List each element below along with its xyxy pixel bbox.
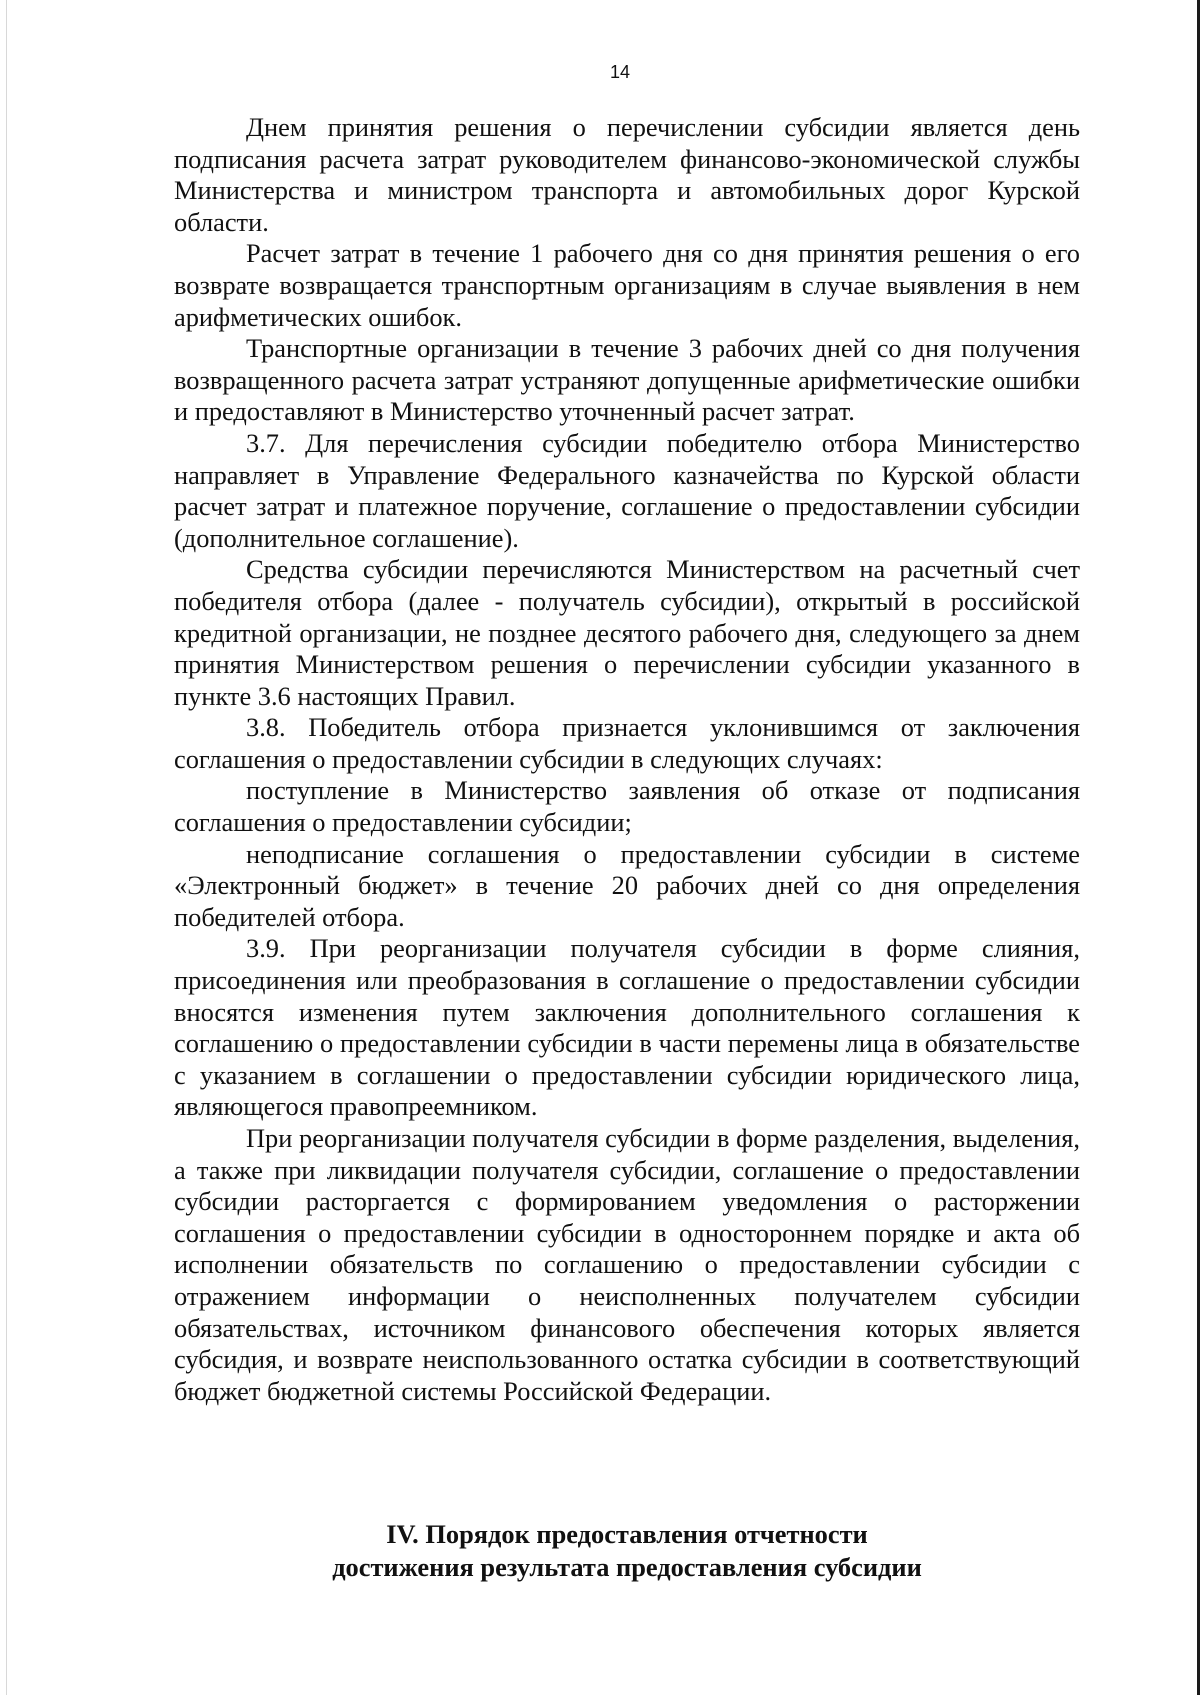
page-number: 14 xyxy=(609,62,631,82)
document-body xyxy=(174,112,1080,1407)
paragraph-clause-3-8: 3.8. Победитель отбора признается уклонившимся от заключения соглашения о предоставлении субсидии в следующих случаях: xyxy=(174,712,1080,774)
paragraph-refusal-statement: поступление в Министерство заявления об отказе от подписания соглашения о предоставлении субсидии; xyxy=(174,775,1080,838)
scan-edge-left xyxy=(6,0,7,1695)
paragraph-clause-3-9: 3.9. При реорганизации получателя субсидии в форме слияния, присоединения или преобразования в соглашение о предоставлении субсидии вносятся изменения путем заключения дополнительного соглашения к соглашению о предоставлении субсидии в части перемены лица в обязательстве с указанием в соглашении о предоставлении субсидии юридического лица, являющегося правопреемником. xyxy=(174,933,1080,1122)
paragraph-calculation-return: Расчет затрат в течение 1 рабочего дня со дня принятия решения о его возврате возвращается транспортным организациям в случае выявления в нем арифметических ошибок. xyxy=(174,238,1080,332)
paragraph-funds-transfer: Средства субсидии перечисляются Министерством на расчетный счет победителя отбора (далее - получатель субсидии), открытый в российской кредитной организации, не позднее десятого рабочего дня, следующего за днем принятия Министерством решения о перечислении субсидии указанного в пункте 3.6 настоящих Правил. xyxy=(174,554,1080,711)
paragraph-reorganization-termination: При реорганизации получателя субсидии в форме разделения, выделения, а также при ликвидации получателя субсидии, соглашение о предоставлении субсидии расторгается с формированием уведомления о расторжении соглашения о предоставлении субсидии в одностороннем порядке и акта об исполнении обязательств по соглашению о предоставлении субсидии с отражением информации о неисполненных получателем субсидии обязательствах, источником финансового обеспечения которых является субсидия, и возврате неиспользованного остатка субсидии в соответствующий бюджет бюджетной системы Российской Федерации. xyxy=(174,1123,1080,1406)
section-heading-line-2: достижения результата предоставления субсидии xyxy=(332,1552,922,1582)
paragraph-decision-day: Днем принятия решения о перечислении субсидии является день подписания расчета затрат руководителем финансово-экономической службы Министерства и министром транспорта и автомобильных дорог Курской области. xyxy=(174,112,1080,237)
section-heading xyxy=(174,1518,1080,1584)
paragraph-error-correction: Транспортные организации в течение 3 рабочих дней со дня получения возвращенного расчета затрат устраняют допущенные арифметические ошибки и предоставляют в Министерство уточненный расчет затрат. xyxy=(174,333,1080,427)
paragraph-not-signed: неподписание соглашения о предоставлении субсидии в системе «Электронный бюджет» в течение 20 рабочих дней со дня определения победителей отбора. xyxy=(174,838,1080,932)
section-heading-line-1: IV. Порядок предоставления отчетности xyxy=(386,1519,868,1549)
paragraph-clause-3-7: 3.7. Для перечисления субсидии победителю отбора Министерство направляет в Управление Федерального казначейства по Курской области расчет затрат и платежное поручение, соглашение о предоставлении субсидии (дополнительное соглашение). xyxy=(174,427,1080,553)
